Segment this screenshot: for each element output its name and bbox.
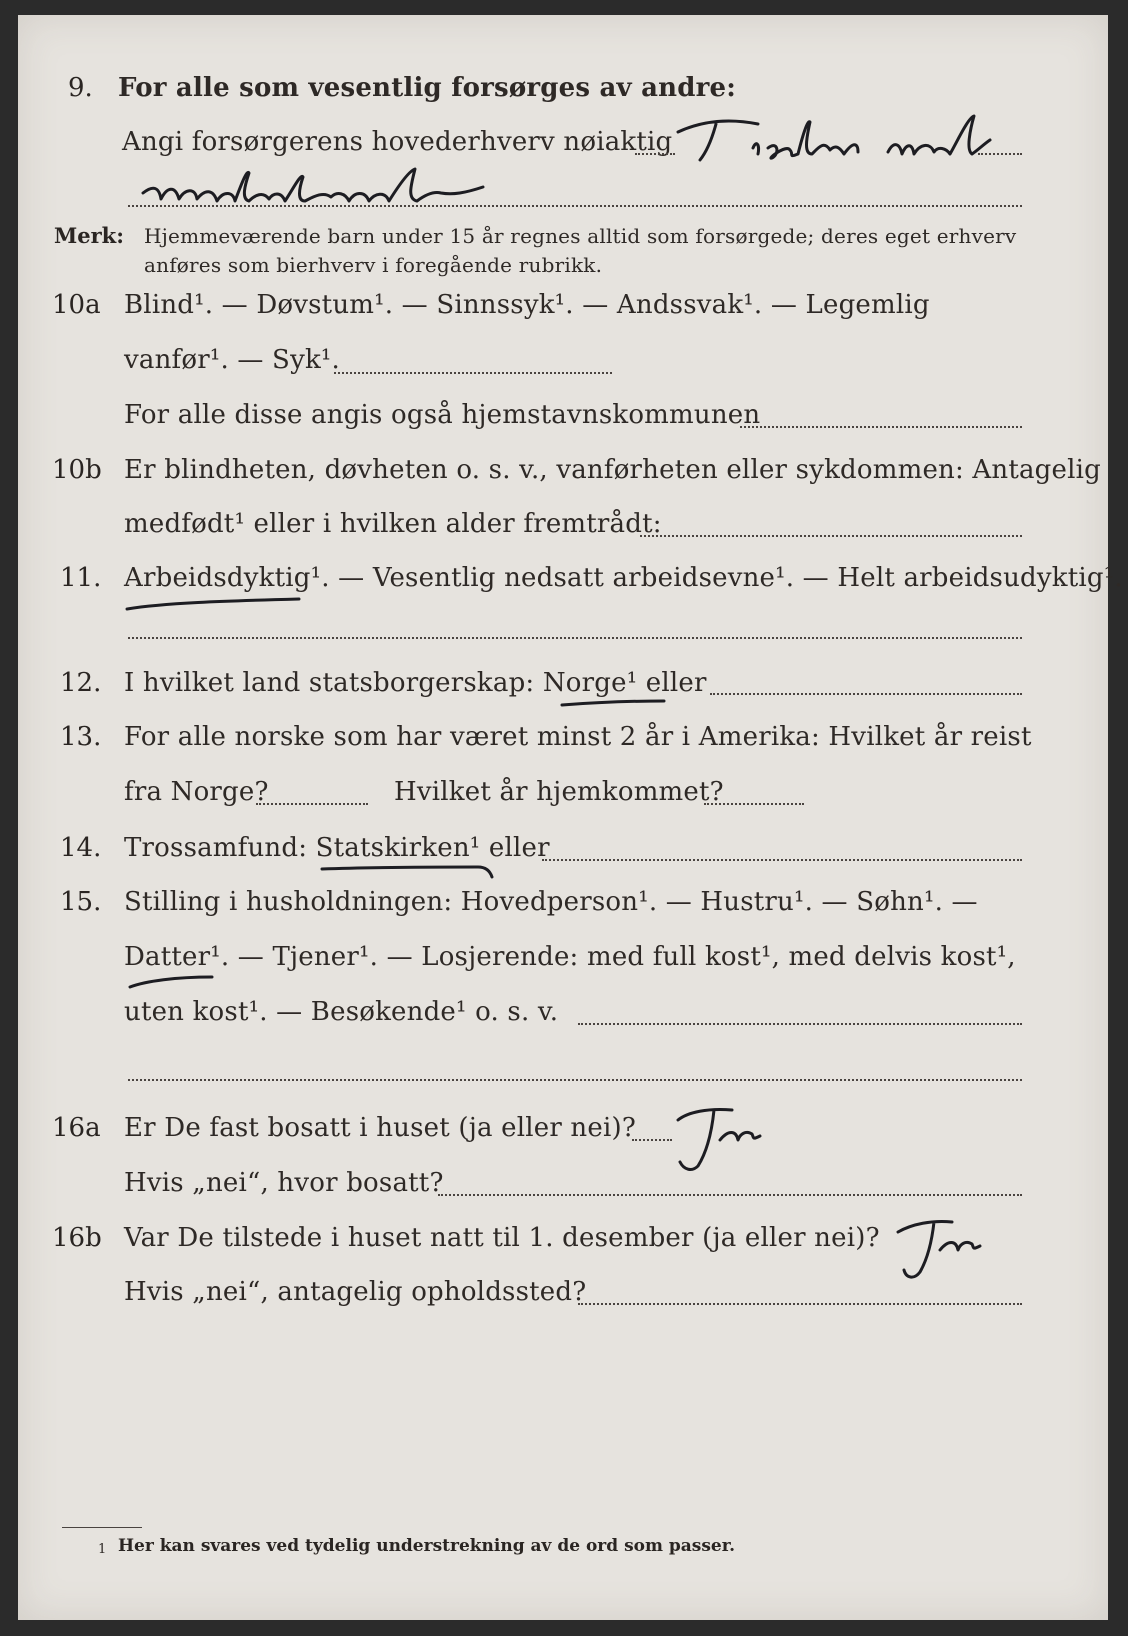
q10a-dotline-1: [334, 372, 612, 374]
q13-number: 13.: [60, 722, 102, 752]
census-form-page: [18, 15, 1123, 1620]
footnote-text: Her kan svares ved tydelig understrekning av de ord som passer.: [118, 1536, 736, 1556]
footnote-mark: 1: [98, 1542, 107, 1557]
footnote-rule: [62, 1527, 142, 1528]
q13-text-line2a: fra Norge?: [124, 777, 269, 807]
q14-dotline: [542, 859, 1022, 861]
q9-handwritten-answer-line2: [123, 165, 523, 215]
merk-text-line1: Hjemmeværende barn under 15 år regnes alltid som forsørgede; deres eget erhverv: [144, 224, 1017, 248]
q10a-text-line3: For alle disse angis også hjemstavnskommunen: [124, 400, 761, 430]
q16b-dotline: [578, 1303, 1022, 1305]
q9-text-line2: Angi forsørgerens hovederhverv nøiaktig: [122, 127, 673, 157]
q11-text-line1: Arbeidsdyktig¹. — Vesentlig nedsatt arbeidsevne¹. — Helt arbeidsudyktig¹.: [124, 563, 1123, 593]
q13-text-line2b: Hvilket år hjemkommet?: [394, 777, 724, 807]
q16b-text-line1: Var De tilstede i huset natt til 1. desember (ja eller nei)?: [124, 1223, 880, 1253]
q10a-number: 10a: [52, 290, 101, 320]
q16b-handwritten-answer: [878, 1210, 998, 1290]
merk-label: Merk:: [54, 223, 124, 248]
q12-underline-norge: [558, 695, 668, 711]
q15-text-line3: uten kost¹. — Besøkende¹ o. s. v.: [124, 997, 559, 1027]
q12-dotline: [710, 693, 1022, 695]
q11-underline-arbeidsdyktig: [123, 593, 303, 617]
q16a-number: 16a: [52, 1113, 101, 1143]
q16a-text-line2: Hvis „nei“, hvor bosatt?: [124, 1168, 444, 1198]
q14-underline-statskirken: [318, 861, 508, 881]
q15-underline-datter: [126, 971, 216, 995]
q16b-text-line2: Hvis „nei“, antagelig opholdssted?: [124, 1277, 587, 1307]
q16a-handwritten-answer: [648, 1100, 778, 1180]
q10a-dotline-2: [740, 426, 1022, 428]
q16a-text-line1: Er De fast bosatt i huset (ja eller nei)?: [124, 1113, 636, 1143]
q10a-text-line2: vanfør¹. — Syk¹.: [124, 345, 340, 375]
q15-dotline-2: [128, 1079, 1022, 1081]
merk-text-line2: anføres som bierhverv i foregående rubrikk.: [144, 253, 603, 277]
q10a-text-line1: Blind¹. — Døvstum¹. — Sinnssyk¹. — Andssvak¹. — Legemlig: [124, 290, 930, 320]
q12-number: 12.: [60, 668, 102, 698]
q11-dotline: [128, 637, 1022, 639]
q10b-dotline: [640, 535, 1022, 537]
q14-text-line1: Trossamfund: Statskirken¹ eller: [124, 833, 550, 863]
q14-number: 14.: [60, 833, 102, 863]
q13-dotline-1: [256, 803, 368, 805]
q9-text-line1: For alle som vesentlig forsørges av andre:: [118, 73, 737, 103]
q15-number: 15.: [60, 887, 102, 917]
q10b-text-line1: Er blindheten, døvheten o. s. v., vanførheten eller sykdommen: Antagelig: [124, 455, 1101, 485]
q15-text-line2: Datter¹. — Tjener¹. — Losjerende: med full kost¹, med delvis kost¹,: [124, 942, 1016, 972]
q15-text-line1: Stilling i husholdningen: Hovedperson¹. — Hustru¹. — Søhn¹. —: [124, 887, 978, 917]
q10b-number: 10b: [52, 455, 102, 485]
q15-dotline-1: [578, 1023, 1022, 1025]
q9-handwritten-answer-line1: [668, 110, 998, 170]
q13-text-line1: For alle norske som har været minst 2 år i Amerika: Hvilket år reist: [124, 722, 1032, 752]
q11-number: 11.: [60, 563, 102, 593]
q10b-text-line2: medfødt¹ eller i hvilken alder fremtrådt:: [124, 509, 662, 539]
q13-dotline-2: [704, 803, 804, 805]
q9-number: 9.: [68, 73, 93, 103]
q12-text-line1: I hvilket land statsborgerskap: Norge¹ eller: [124, 668, 707, 698]
q16b-number: 16b: [52, 1223, 102, 1253]
q16a-dotline-2: [438, 1194, 1022, 1196]
